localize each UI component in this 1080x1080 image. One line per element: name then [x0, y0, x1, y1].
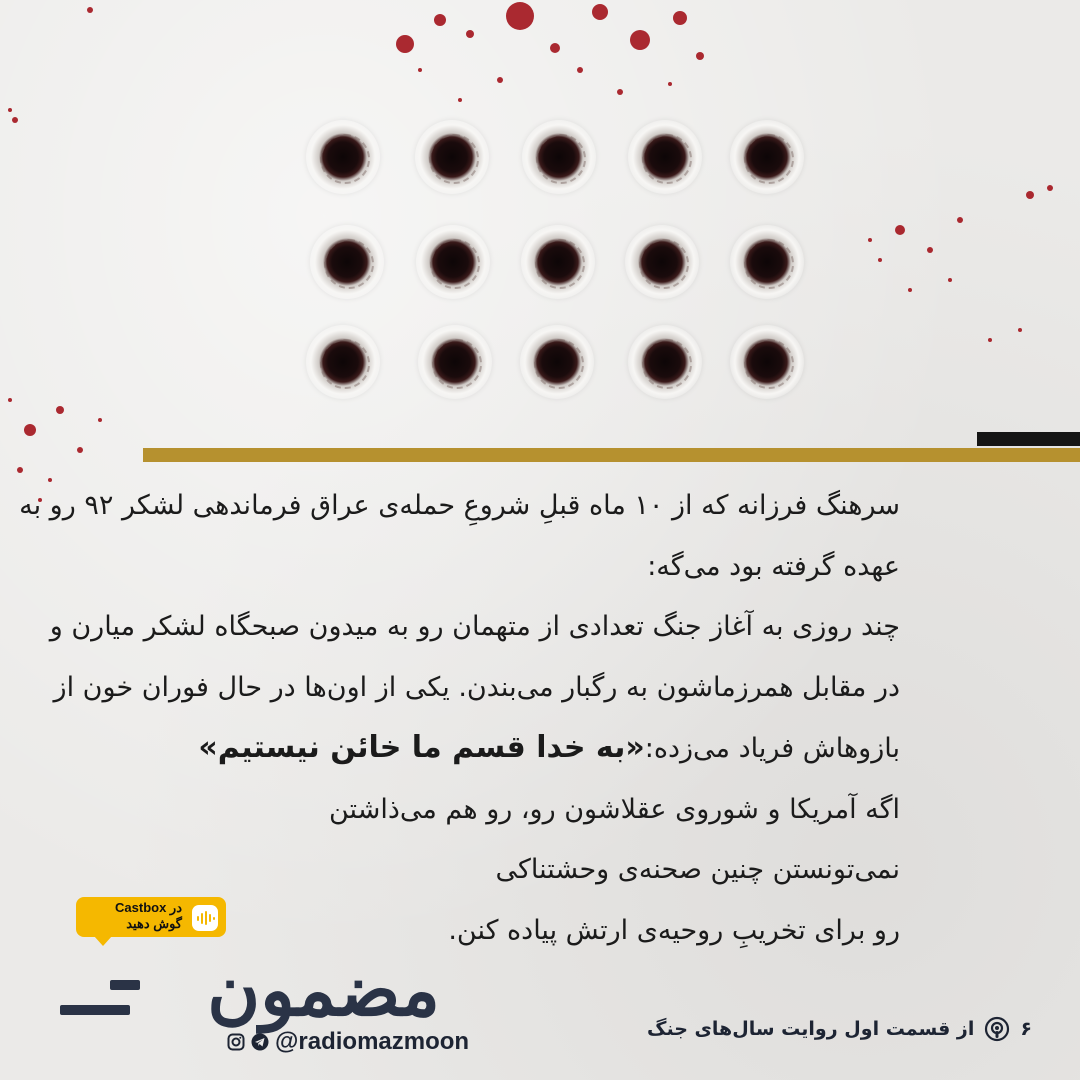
bullet-hole — [418, 325, 492, 399]
quote-line — [100, 718, 900, 780]
bullet-hole — [521, 225, 595, 299]
bullet-hole — [310, 225, 384, 299]
episode-info — [647, 1013, 1032, 1045]
bullet-hole — [306, 325, 380, 399]
handle-text: @radiomazmoon — [275, 1028, 470, 1055]
castbox-icon — [192, 905, 218, 931]
instagram-icon — [227, 1033, 245, 1051]
bullet-hole — [415, 120, 489, 194]
castbox-line1: در Castbox — [115, 900, 182, 915]
bullet-hole — [628, 120, 702, 194]
story-text — [19, 476, 900, 961]
episode-number: ۶ — [1020, 1018, 1032, 1040]
story-line: رو برای تخریبِ روحیه‌ی ارتش پیاده کنن. — [448, 914, 900, 946]
quote-emphasis: «به خدا قسم ما خائن نیستیم» — [198, 730, 645, 765]
bullet-hole — [520, 325, 594, 399]
telegram-icon — [251, 1033, 269, 1051]
bullet-hole — [730, 325, 804, 399]
podcast-icon — [984, 1016, 1010, 1042]
bullet-hole — [306, 120, 380, 194]
social-handle[interactable] — [227, 1026, 469, 1058]
black-divider — [977, 432, 1080, 446]
story-line: نمی‌تونستن چنین صحنه‌ی وحشتناکی — [495, 854, 900, 885]
mazmoon-logo: مضمون — [207, 947, 440, 1032]
bullet-hole — [625, 225, 699, 299]
story-line: عهده گرفته بود می‌گه: — [647, 550, 900, 582]
story-line: اگه آمریکا و شوروی عقلاشون رو، رو هم می‌ذاشتن — [329, 793, 900, 825]
bullet-hole — [730, 225, 804, 299]
castbox-badge[interactable] — [76, 897, 226, 937]
bullet-hole — [730, 120, 804, 194]
gold-divider — [143, 448, 1080, 462]
bullet-hole — [522, 120, 596, 194]
castbox-line2: گوش دهید — [126, 916, 182, 931]
episode-label: از قسمت اول روایت سال‌های جنگ — [646, 1018, 975, 1040]
story-line: چند روزی به آغاز جنگ تعدادی از متهمان رو به میدون صبحگاه لشکر میارن و — [49, 611, 900, 642]
story-line: سرهنگ فرزانه که از ۱۰ ماه قبلِ شروعِ حمله‌ی عراق فرماندهی لشکر ۹۲ رو به — [19, 490, 900, 521]
bullet-hole — [416, 225, 490, 299]
bullet-hole — [628, 325, 702, 399]
quote-prefix: بازوهاش فریاد می‌زده: — [644, 733, 900, 764]
story-line: در مقابل همرزماشون به رگبار می‌بندن. یکی از اون‌ها در حال فوران خون از — [53, 671, 900, 703]
castbox-text — [115, 900, 182, 932]
